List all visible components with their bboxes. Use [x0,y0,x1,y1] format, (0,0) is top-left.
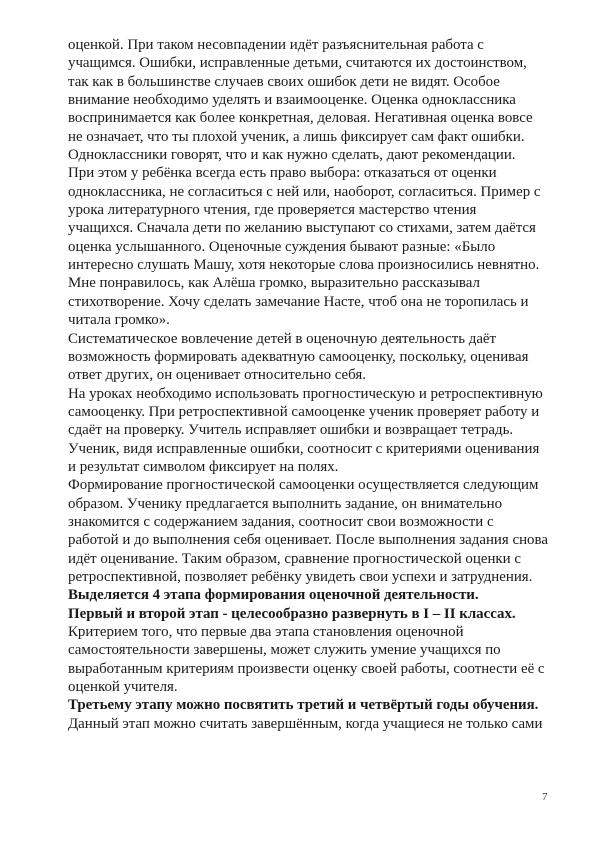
text-line: ответ других, он оценивает относительно себя. [68,367,366,384]
text-line: урока литературного чтения, где проверяется мастерство чтения [68,202,477,219]
text-line: оценка услышанного. Оценочные суждения бывают разные: «Было [68,238,496,255]
text-line: и результат символом фиксирует на полях. [68,458,339,475]
text-line: знакомится с содержанием задания, соотносит свои возможности с [68,513,494,530]
bold-text-line: Выделяется 4 этапа формирования оценочной деятельности. [68,587,479,604]
text-line: оценкой. При таком несовпадении идёт разъяснительная работа с [68,37,484,53]
text-line: читала громко». [68,312,170,329]
text-line: не означает, что ты плохой ученик, а лишь фиксирует сам факт ошибки. [68,128,525,145]
text-line: Критерием того, что первые два этапа становления оценочной [68,624,464,640]
text-line: На уроках необходимо использовать прогностическую и ретроспективную [68,385,543,402]
text-line: работой и до выполнения себя оценивает. После выполнения задания снова [68,532,548,549]
bold-text-line: Первый и второй этап - целесообразно развернуть в I – II классах. [68,605,516,622]
text-line: Данный этап можно считать завершённым, когда учащиеся не только сами [68,715,543,732]
text-line: возможность формировать адекватную самооценку, поскольку, оценивая [68,348,529,365]
body-text [68,36,548,733]
text-line: ретроспективной, позволяет ребёнку увидеть свои успехи и затруднения. [68,568,533,585]
text-line: сдаёт на проверку. Учитель исправляет ошибки и возвращает тетрадь. [68,422,514,439]
text-line: образом. Ученику предлагается выполнить задание, он внимательно [68,495,503,512]
text-line: оценкой учителя. [68,679,178,696]
text-line: Формирование прогностической самооценки осуществляется следующим [68,477,539,494]
text-line: самостоятельности завершены, может служить умение учащихся по [68,642,501,659]
text-line: так как в большинстве случаев своих ошибок дети не видят. Особое [68,73,500,90]
text-line: внимание необходимо уделять и взаимооценке. Оценка одноклассника [68,92,516,109]
text-line: одноклассника, не согласиться с ней или, наоборот, согласиться. Пример с [68,183,541,200]
text-line: воспринимается как более конкретная, деловая. Негативная оценка вовсе [68,110,533,127]
text-line: Одноклассники говорят, что и как нужно сделать, дают рекомендации. [68,147,516,164]
text-line: Систематическое вовлечение детей в оценочную деятельность даёт [68,330,497,347]
text-line: При этом у ребёнка всегда есть право выбора: отказаться от оценки [68,165,497,182]
text-line: самооценку. При ретроспективной самооценке ученик проверяет работу и [68,403,540,420]
text-line: стихотворение. Хочу сделать замечание Насте, чтоб она не торопилась и [68,293,529,310]
bold-text-line: Третьему этапу можно посвятить третий и четвёртый годы обучения. [68,697,539,714]
text-line: выработанным критериям произвести оценку своей работы, соотнести её с [68,660,545,677]
text-line: интересно слушать Машу, хотя некоторые слова произносились невнятно. [68,257,540,274]
text-line: Ученик, видя исправленные ошибки, соотносит с критериями оценивания [68,440,540,457]
text-line: идёт оценивание. Таким образом, сравнение прогностической оценки с [68,550,521,567]
text-line: учащимся. Ошибки, исправленные детьми, считаются их достоинством, [68,55,527,72]
text-line: учащихся. Сначала дети по желанию выступают со стихами, затем даётся [68,220,536,237]
page-number: 7 [542,791,548,803]
text-line: Мне понравилось, как Алёша громко, выразительно рассказывал [68,275,480,292]
